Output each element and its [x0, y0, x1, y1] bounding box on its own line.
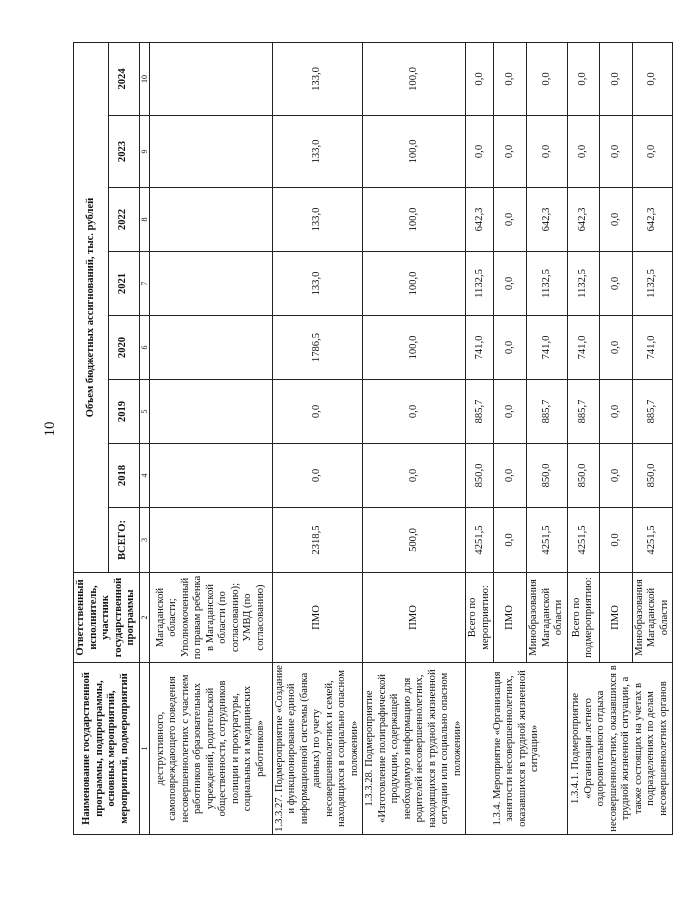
value-2021: 133,0 — [272, 252, 363, 316]
value-2023: 0,0 — [599, 116, 632, 188]
value-2022: 0,0 — [494, 188, 527, 252]
budget-table-rotated — [73, 43, 670, 835]
year-header: 2020 — [108, 316, 139, 380]
value-2023: 100,0 — [363, 116, 466, 188]
measure-name: 1.3.3.27. Подмероприятие «Создание и функционирование единой информационной системы (банка данных) по учету несовершеннолетних и семей, находящихся в социально опасном положении» — [272, 663, 363, 835]
value-2018: 0,0 — [272, 444, 363, 508]
value-total: 4251,5 — [527, 508, 568, 573]
value-2021: 1132,5 — [466, 252, 494, 316]
value-total: 4251,5 — [567, 508, 599, 573]
value-2021: 100,0 — [363, 252, 466, 316]
col-index: 6 — [139, 316, 149, 380]
value-2020: 741,0 — [632, 316, 673, 380]
value-2022: 642,3 — [527, 188, 568, 252]
value-2018: 850,0 — [466, 444, 494, 508]
measure-name: деструктивного, самоповреждающего поведения несовершеннолетних с участием работников образовательных учреждений, родительской общественности, сотрудников полиции и прокуратуры, социальных и медицинских работников» — [149, 663, 272, 835]
col-index: 8 — [139, 188, 149, 252]
value-2019: 0,0 — [363, 380, 466, 444]
table-row — [466, 42, 494, 834]
year-header: 2024 — [108, 42, 139, 115]
value-total: 4251,5 — [632, 508, 673, 573]
value-2022: 100,0 — [363, 188, 466, 252]
table-row — [363, 42, 466, 834]
value-2023: 0,0 — [632, 116, 673, 188]
value-2019: 0,0 — [494, 380, 527, 444]
value-2023: 0,0 — [466, 116, 494, 188]
value-2018: 850,0 — [632, 444, 673, 508]
value-cell — [149, 380, 272, 444]
year-header: 2021 — [108, 252, 139, 316]
value-2019: 885,7 — [466, 380, 494, 444]
value-2021: 1132,5 — [567, 252, 599, 316]
executor: Минобразования Магаданской области — [527, 573, 568, 663]
value-total: 0,0 — [599, 508, 632, 573]
value-cell — [149, 508, 272, 573]
col-index: 4 — [139, 444, 149, 508]
value-total: 0,0 — [494, 508, 527, 573]
measure-name: 1.3.4.1. Подмероприятие «Организация летнего оздоровительного отдыха несовершеннолетних, оказавшихся в трудной жизненной ситуации, а также состоящих на учетах в подразделениях по делам несовершеннолетних органов — [567, 663, 673, 835]
value-2018: 0,0 — [494, 444, 527, 508]
col-budget-header: Объем бюджетных ассигнований, тыс. рублей — [74, 42, 109, 572]
value-2019: 885,7 — [567, 380, 599, 444]
value-2024: 100,0 — [363, 42, 466, 115]
value-2018: 0,0 — [363, 444, 466, 508]
page-number: 10 — [42, 421, 58, 437]
value-2021: 1132,5 — [527, 252, 568, 316]
value-2024: 0,0 — [494, 42, 527, 115]
value-2019: 0,0 — [272, 380, 363, 444]
budget-table — [73, 42, 673, 835]
value-2018: 850,0 — [527, 444, 568, 508]
value-2024: 0,0 — [632, 42, 673, 115]
value-2020: 0,0 — [599, 316, 632, 380]
value-total: 4251,5 — [466, 508, 494, 573]
value-2024: 0,0 — [599, 42, 632, 115]
col-index: 10 — [139, 42, 149, 115]
value-2024: 0,0 — [466, 42, 494, 115]
value-2024: 133,0 — [272, 42, 363, 115]
value-2024: 0,0 — [527, 42, 568, 115]
executor: Магаданской области; Уполномоченный по правам ребенка в Магаданской области (по согласованию); УМВД (по согласованию) — [149, 573, 272, 663]
value-2020: 0,0 — [494, 316, 527, 380]
value-2019: 0,0 — [599, 380, 632, 444]
value-2022: 0,0 — [599, 188, 632, 252]
value-2021: 0,0 — [599, 252, 632, 316]
value-2022: 642,3 — [632, 188, 673, 252]
value-cell — [149, 252, 272, 316]
value-2018: 0,0 — [599, 444, 632, 508]
year-header: 2023 — [108, 116, 139, 188]
col-index: 1 — [139, 663, 149, 835]
value-total: 500,0 — [363, 508, 466, 573]
col-executor-header: Ответственный исполнитель, участник государственной программы — [74, 573, 140, 663]
value-2019: 885,7 — [632, 380, 673, 444]
year-header: 2019 — [108, 380, 139, 444]
value-2023: 133,0 — [272, 116, 363, 188]
value-2020: 741,0 — [466, 316, 494, 380]
value-2021: 1132,5 — [632, 252, 673, 316]
col-index: 7 — [139, 252, 149, 316]
year-header: 2022 — [108, 188, 139, 252]
executor: Всего по подмероприятию: — [567, 573, 599, 663]
value-2022: 133,0 — [272, 188, 363, 252]
value-cell — [149, 316, 272, 380]
value-cell — [149, 116, 272, 188]
col-index: 5 — [139, 380, 149, 444]
value-2020: 100,0 — [363, 316, 466, 380]
value-2020: 1786,5 — [272, 316, 363, 380]
value-cell — [149, 188, 272, 252]
value-2023: 0,0 — [567, 116, 599, 188]
year-header: 2018 — [108, 444, 139, 508]
executor: Всего по мероприятию: — [466, 573, 494, 663]
col-name-header: Наименование государственной программы, подпрограммы, основных мероприятий, мероприятий, подмероприятий — [74, 663, 140, 835]
value-2018: 850,0 — [567, 444, 599, 508]
value-total: 2318,5 — [272, 508, 363, 573]
table-row — [272, 42, 363, 834]
value-2021: 0,0 — [494, 252, 527, 316]
value-2020: 741,0 — [527, 316, 568, 380]
header-row — [74, 42, 109, 834]
table-row — [149, 42, 272, 834]
col-total-header: ВСЕГО: — [108, 508, 139, 573]
col-index: 9 — [139, 116, 149, 188]
value-2024: 0,0 — [567, 42, 599, 115]
value-2020: 741,0 — [567, 316, 599, 380]
value-2022: 642,3 — [466, 188, 494, 252]
executor: ПМО — [363, 573, 466, 663]
value-2023: 0,0 — [494, 116, 527, 188]
measure-name: 1.3.4. Мероприятие «Организация занятости несовершеннолетних, оказавшихся в трудной жизненной ситуации» — [466, 663, 568, 835]
index-row — [139, 42, 149, 834]
executor: ПМО — [494, 573, 527, 663]
col-index: 3 — [139, 508, 149, 573]
executor: Минобразования Магаданской области — [632, 573, 673, 663]
value-2023: 0,0 — [527, 116, 568, 188]
executor: ПМО — [599, 573, 632, 663]
value-2022: 642,3 — [567, 188, 599, 252]
col-index: 2 — [139, 573, 149, 663]
value-2019: 885,7 — [527, 380, 568, 444]
measure-name: 1.3.3.28. Подмероприятие «Изготовление полиграфической продукции, содержащей необходимую информацию для родителей несовершеннолетних, находящихся в трудной жизненной ситуации или социально опасном положении» — [363, 663, 466, 835]
value-cell — [149, 42, 272, 115]
value-cell — [149, 444, 272, 508]
table-row — [567, 42, 599, 834]
executor: ПМО — [272, 573, 363, 663]
